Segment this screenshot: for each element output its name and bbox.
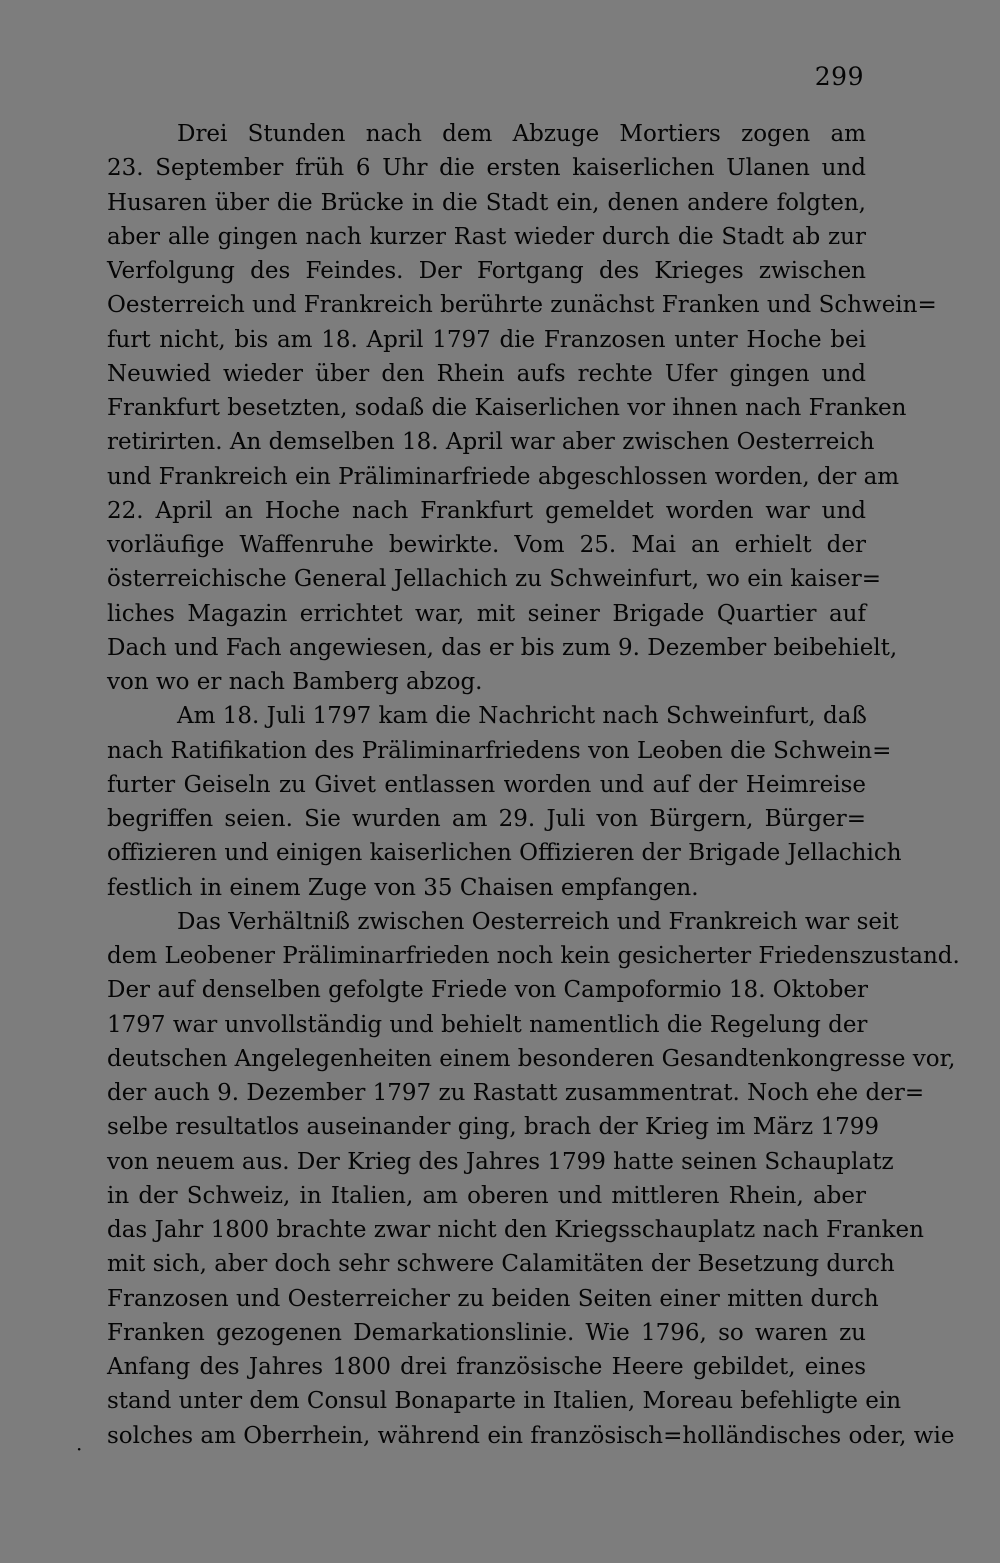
text-line: stand unter dem Consul Bonaparte in Italien, Moreau befehligte ein bbox=[107, 1388, 902, 1415]
text-line: 1797 war unvollständig und behielt namentlich die Regelung der bbox=[107, 1011, 868, 1038]
text-line: aber alle gingen nach kurzer Rast wieder durch die Stadt ab zur bbox=[107, 223, 866, 250]
text-line: und Frankreich ein Präliminarfriede abgeschlossen worden, der am bbox=[107, 463, 900, 490]
text-line: deutschen Angelegenheiten einem besonderen Gesandtenkongresse vor, bbox=[107, 1045, 956, 1072]
text-line: festlich in einem Zuge von 35 Chaisen empfangen. bbox=[107, 874, 699, 901]
text-line: Verfolgung des Feindes. Der Fortgang des Krieges zwischen bbox=[107, 258, 866, 284]
text-line: Am 18. Juli 1797 kam die Nachricht nach Schweinfurt, daß bbox=[177, 703, 867, 730]
text-line: dem Leobener Präliminarfrieden noch kein gesicherter Friedenszustand. bbox=[107, 943, 960, 969]
text-line: selbe resultatlos auseinander ging, brach der Krieg im März 1799 bbox=[107, 1114, 879, 1141]
text-line: nach Ratifikation des Präliminarfriedens von Leoben die Schwein= bbox=[107, 737, 892, 764]
page-number: 299 bbox=[814, 62, 864, 91]
text-line: offizieren und einigen kaiserlichen Offizieren der Brigade Jellachich bbox=[107, 840, 902, 867]
text-line: vorläufige Waffenruhe bewirkte. Vom 25. Mai an erhielt der bbox=[107, 532, 866, 558]
text-line: von neuem aus. Der Krieg des Jahres 1799 hatte seinen Schauplatz bbox=[107, 1148, 894, 1175]
text-line: von wo er nach Bamberg abzog. bbox=[107, 669, 483, 695]
text-line: Franzosen und Oesterreicher zu beiden Seiten einer mitten durch bbox=[107, 1285, 879, 1312]
text-line: österreichische General Jellachich zu Schweinfurt, wo ein kaiser= bbox=[107, 566, 881, 593]
text-line: Husaren über die Brücke in die Stadt ein, denen andere folgten, bbox=[107, 189, 866, 216]
text-line: Dach und Fach angewiesen, das er bis zum 9. Dezember beibehielt, bbox=[107, 634, 898, 661]
text-line: Oesterreich und Frankreich berührte zunächst Franken und Schwein= bbox=[107, 292, 937, 319]
text-line: solches am Oberrhein, während ein französisch=holländisches oder, wie bbox=[107, 1422, 955, 1449]
text-line: Frankfurt besetzten, sodaß die Kaiserlichen vor ihnen nach Franken bbox=[107, 395, 907, 421]
text-line: 22. April an Hoche nach Frankfurt gemeldet worden war und bbox=[107, 497, 866, 524]
margin-mark: · bbox=[76, 1437, 83, 1461]
text-line: furt nicht, bis am 18. April 1797 die Franzosen unter Hoche bei bbox=[107, 326, 866, 353]
text-line: der auch 9. Dezember 1797 zu Rastatt zusammentrat. Noch ehe der= bbox=[107, 1080, 925, 1106]
text-line: Drei Stunden nach dem Abzuge Mortiers zogen am bbox=[177, 121, 866, 147]
text-line: Neuwied wieder über den Rhein aufs rechte Ufer gingen und bbox=[107, 360, 866, 387]
text-line: das Jahr 1800 brachte zwar nicht den Kriegsschauplatz nach Franken bbox=[107, 1217, 924, 1243]
text-line: begriffen seien. Sie wurden am 29. Juli von Bürgern, Bürger= bbox=[107, 806, 866, 832]
text-line: furter Geiseln zu Givet entlassen worden und auf der Heimreise bbox=[107, 771, 866, 798]
text-line: 23. September früh 6 Uhr die ersten kaiserlichen Ulanen und bbox=[107, 155, 866, 182]
text-line: in der Schweiz, in Italien, am oberen und mittleren Rhein, aber bbox=[107, 1182, 866, 1209]
text-line: Das Verhältniß zwischen Oesterreich und Frankreich war seit bbox=[177, 908, 899, 935]
text-line: Anfang des Jahres 1800 drei französische Heere gebildet, eines bbox=[107, 1354, 866, 1380]
text-line: retirirten. An demselben 18. April war aber zwischen Oesterreich bbox=[107, 429, 875, 456]
body-text bbox=[107, 117, 960, 1453]
text-line: Der auf denselben gefolgte Friede von Campoformio 18. Oktober bbox=[107, 977, 869, 1004]
text-line: liches Magazin errichtet war, mit seiner Brigade Quartier auf bbox=[107, 600, 866, 627]
text-line: Franken gezogenen Demarkationslinie. Wie 1796, so waren zu bbox=[107, 1319, 866, 1346]
text-line: mit sich, aber doch sehr schwere Calamitäten der Besetzung durch bbox=[107, 1251, 895, 1278]
